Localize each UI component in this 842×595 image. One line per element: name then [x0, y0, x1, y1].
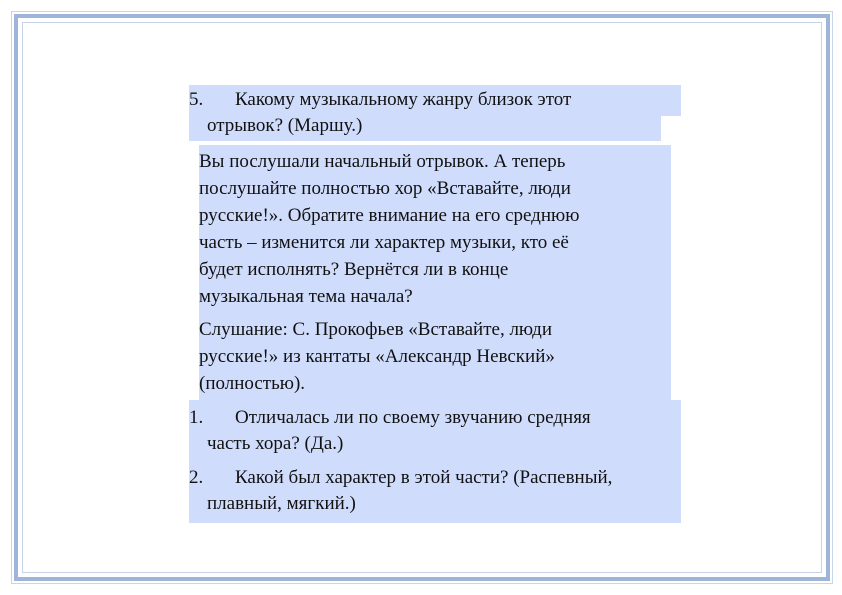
- item-text-line1: Какой был характер в этой части? (Распевный,: [235, 467, 613, 488]
- item-text-line2: отрывок? (Маршу.): [207, 115, 363, 136]
- paragraph-line: русские!». Обратите внимание на его среднюю: [199, 205, 580, 226]
- question-item-2-continuation: [189, 490, 681, 523]
- item-number: 5.: [189, 89, 204, 110]
- paragraph-listening: [199, 313, 671, 400]
- slide-text-block: [189, 85, 681, 523]
- question-item-5-continuation: [189, 112, 661, 141]
- item-text-line2: плавный, мягкий.): [207, 493, 356, 514]
- paragraph-line: музыкальная тема начала?: [199, 286, 413, 307]
- item-number: 1.: [189, 407, 204, 428]
- paragraph-instructions: [199, 145, 671, 313]
- item-text-line2: часть хора? (Да.): [207, 433, 344, 454]
- paragraph-line: (полностью).: [199, 373, 306, 394]
- question-item-1-continuation: [189, 430, 681, 461]
- paragraph-line: Слушание: С. Прокофьев «Вставайте, люди: [199, 319, 552, 340]
- paragraph-line: будет исполнять? Вернётся ли в конце: [199, 259, 509, 280]
- paragraph-line: русские!» из кантаты «Александр Невский»: [199, 346, 555, 367]
- item-text-line1: Какому музыкальному жанру близок этот: [235, 89, 572, 110]
- question-item-1: [189, 400, 681, 434]
- paragraph-line: послушайте полностью хор «Вставайте, люди: [199, 178, 571, 199]
- paragraph-line: Вы послушали начальный отрывок. А теперь: [199, 151, 566, 172]
- item-text-line1: Отличалась ли по своему звучанию средняя: [235, 407, 591, 428]
- paragraph-line: часть – изменится ли характер музыки, кто её: [199, 232, 569, 253]
- item-number: 2.: [189, 467, 204, 488]
